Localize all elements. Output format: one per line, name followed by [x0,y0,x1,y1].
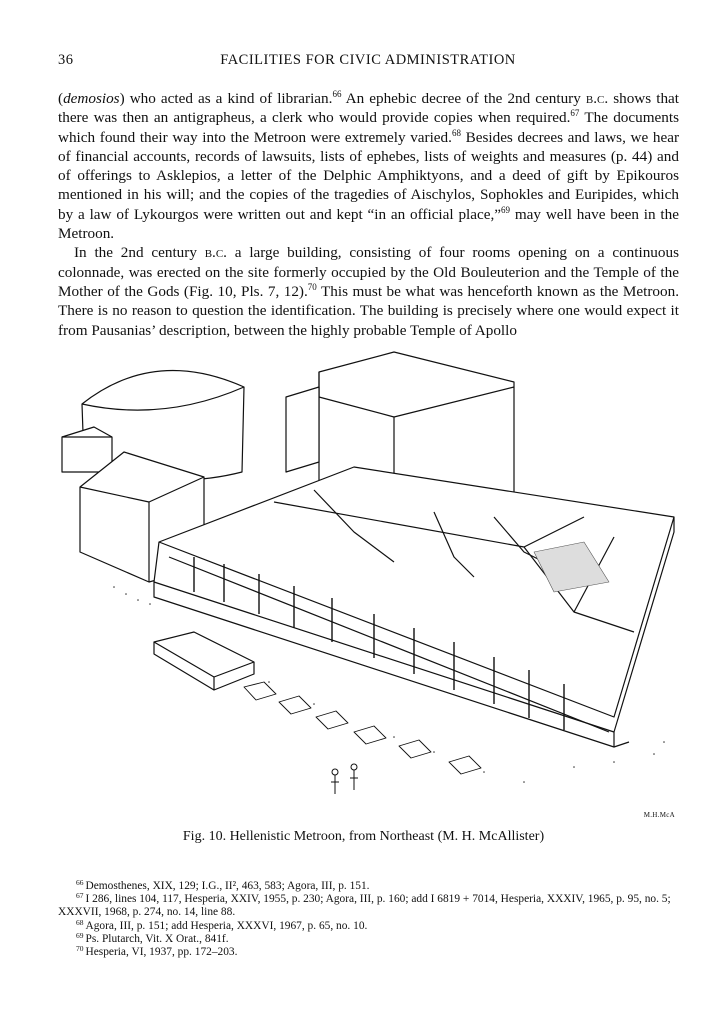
footnote-number: 69 [76,930,84,940]
text-run: a large building, consisting of four rooms opening on a continuous colonnade, was erected on the site formerly occupied by the Old Bouleuterion and the Temple of the Mother of the Gods (Fig. 10, Pls. 7, 12). [58,244,679,300]
footnote-text: I 286, lines 104, 117, Hesperia, XXIV, 1955, p. 230; Agora, III, p. 160; add I 6819 + 7014, Hesperia, XXXIV, 1965, p. 95, no. 5; XXXVII, 1968, p. 274, no. 14, line 88. [58,893,671,919]
text-run: may well have been in the Metroon. [58,205,679,243]
figure-caption: Fig. 10. Hellenistic Metroon, from Northeast (M. H. McAllister) [182,829,545,844]
running-head-title: FACILITIES FOR CIVIC ADMINISTRATION [220,52,516,68]
footnote-number: 68 [76,917,84,927]
body-text [58,89,679,340]
footnote-69 [58,930,679,946]
paragraph-2 [58,243,679,339]
altar [154,632,254,690]
running-head [58,52,678,72]
metroon-illustration [54,342,684,822]
footnote-text: Demosthenes, XIX, 129; I.G., II², 463, 583; Agora, III, p. 151. [85,880,370,892]
footnote-ref-69[interactable]: 69 [501,204,511,215]
text-run: In the 2nd century [74,244,205,262]
term-demosios: demosios [63,90,120,107]
footnotes [58,880,679,959]
text-run: An ephebic decree of the 2nd century [341,90,586,107]
artist-signature: M.H.McA [643,811,675,819]
era-bc: b.c. [585,90,609,107]
text-run: ) who acted as a kind of librarian. [119,90,333,107]
footnote-70 [58,946,679,959]
footnote-text: Ps. Plutarch, Vit. X Orat., 841f. [85,932,229,945]
footnote-ref-66[interactable]: 66 [332,89,342,99]
footnote-66 [58,880,679,893]
footnote-text: Agora, III, p. 151; add Hesperia, XXXVI, 1967, p. 65, no. 10. [85,919,368,932]
metroon-stoa [154,467,674,747]
text-run: shows that there was then an antigrapheus, a clerk who would provide copies when required. [58,90,679,127]
text-run: This must be what was henceforth known as the Metroon. There is no reason to question the identification. The building is precisely where one would expect it from Pausanias’ description, between the highly probable Temple of Apollo [58,282,679,339]
footnote-67 [58,893,679,919]
text-run: The documents which found their way into the Metroon were extremely varied. [58,109,679,146]
footnote-ref-68[interactable]: 68 [451,127,461,138]
page-number: 36 [58,52,74,68]
paragraph-1: (demosios) who acted as a kind of librarian.$^{66}$ An ephebic decree of the 2nd century b.c. shows that there was then an antigrapheus, a clerk who would provide copies when required.$^{67}$ The documents which found their way into the Metroon were extremely varied.$^{68}$ Besides decrees and laws, we hear of financial accounts, records of lawsuits, lists of ephebes, lists of weights and measures (p. 44) and of offerings to Asklepios, a letter of the Delphic Amphiktyons, and a deed of gift by Epikouros mentioned in his will; and the copies of the tragedies of Aischylos, Sophokles and Euripides, which by a law of Lykourgos were written out and kept “in an official place,”$^{69}$ may well have been in the Metroon. [58,89,679,243]
era-bc: b.c. [204,244,227,262]
footnote-number: 67 [76,891,84,901]
figure-metroon-drawing [54,342,684,822]
footnote-number: 66 [76,878,84,887]
footnote-text: Hesperia, VI, 1937, pp. 172–203. [85,946,238,959]
standing-figures [331,764,358,794]
small-annex [62,427,112,472]
footnote-68 [58,917,679,933]
footnote-number: 70 [76,944,84,954]
paving-slabs [244,682,481,774]
footnote-ref-67[interactable]: 67 [570,108,580,119]
footnote-ref-70[interactable]: 70 [307,281,317,292]
text-run: Besides decrees and laws, we hear of financial accounts, records of lawsuits, lists of ephebes, lists of weights and measures (p. 44) and of offerings to Asklepios, a letter of the Delphic Amphiktyons, and a deed of gift by Epikouros mentioned in his will; and the copies of the tragedies of Aischylos, Sophokles and Euripides, which by a law of Lykourgos were written out and kept “in an official place,” [58,128,679,223]
